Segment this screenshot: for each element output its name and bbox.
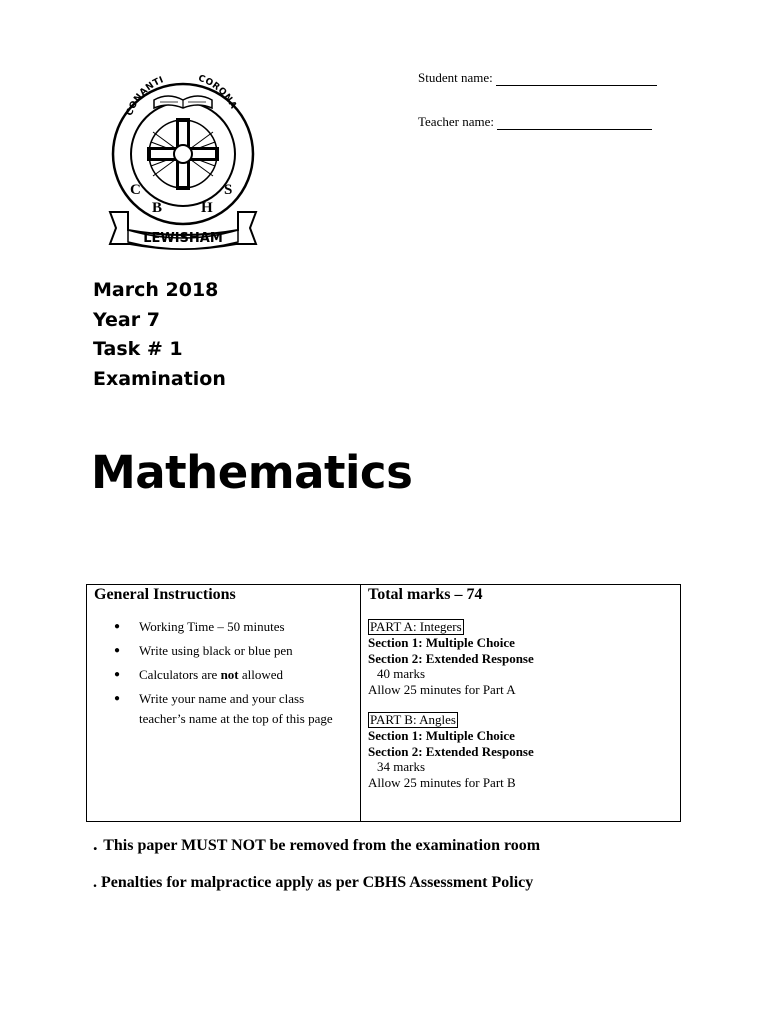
crest-letter-b: B — [152, 200, 163, 216]
crest-scroll-text: LEWISHAM — [143, 231, 223, 246]
instructions-list — [114, 619, 354, 738]
exam-heading — [93, 276, 226, 394]
student-name-blank — [496, 73, 657, 86]
part-a-section-2: Section 2: Extended Response — [368, 650, 534, 666]
exam-year: Year 7 — [93, 308, 160, 331]
part-b-time: Allow 25 minutes for Part B — [368, 774, 516, 790]
exam-date: March 2018 — [93, 279, 219, 301]
notice-no-removal: . This paper MUST NOT be removed from the examination room — [93, 834, 541, 854]
total-marks-title: Total marks – 74 — [368, 586, 483, 603]
teacher-name-label: Teacher name: — [418, 114, 494, 129]
teacher-name-blank — [497, 117, 652, 130]
name-fields — [418, 66, 657, 130]
crest-motto-left: CONANTI — [124, 75, 166, 118]
instruction-item: ● Working Time – 50 minutes — [114, 619, 285, 634]
total-marks-column — [361, 585, 680, 821]
part-a-marks: 40 marks — [377, 666, 426, 681]
bullet-icon: ● — [114, 621, 121, 632]
part-b-section-1: Section 1: Multiple Choice — [368, 728, 515, 743]
exam-task: Task # 1 — [93, 338, 183, 360]
bullet-icon: ● — [114, 645, 121, 656]
instructions-table — [86, 584, 681, 822]
exam-type: Examination — [93, 367, 226, 390]
instruction-item: ● Write your name and your class teacher’s name at the top of this page — [114, 691, 333, 726]
part-a-section-1: Section 1: Multiple Choice — [368, 635, 515, 650]
part-b-marks: 34 marks — [377, 759, 426, 774]
student-name-line — [418, 66, 657, 86]
school-crest-logo — [106, 62, 260, 252]
crest-letter-c: C — [130, 182, 141, 198]
part-a-block — [368, 619, 534, 697]
bullet-icon: ● — [114, 693, 121, 704]
crest-letter-h: H — [201, 200, 213, 216]
part-b-block — [368, 712, 534, 790]
bullet-icon: ● — [114, 669, 121, 680]
part-a-time: Allow 25 minutes for Part A — [368, 681, 516, 697]
instruction-item: ● Calculators are not allowed — [114, 667, 284, 682]
teacher-name-line — [418, 110, 657, 130]
svg-text:CONANTI — [125, 75, 166, 117]
notice-malpractice: . Penalties for malpractice apply as per CBHS Assessment Policy — [93, 874, 534, 891]
part-a-label: PART A: Integers — [370, 619, 462, 634]
general-instructions-column — [87, 585, 361, 821]
crest-letter-s: S — [224, 182, 233, 198]
general-instructions-title: General Instructions — [94, 586, 236, 603]
crest-motto-right: CORONA — [196, 73, 239, 111]
instruction-item: ● Write using black or blue pen — [114, 643, 293, 658]
part-b-section-2: Section 2: Extended Response — [368, 743, 534, 759]
exam-subject-title: Mathematics — [91, 446, 413, 499]
part-b-label: PART B: Angles — [370, 712, 456, 727]
student-name-label: Student name: — [418, 70, 493, 85]
